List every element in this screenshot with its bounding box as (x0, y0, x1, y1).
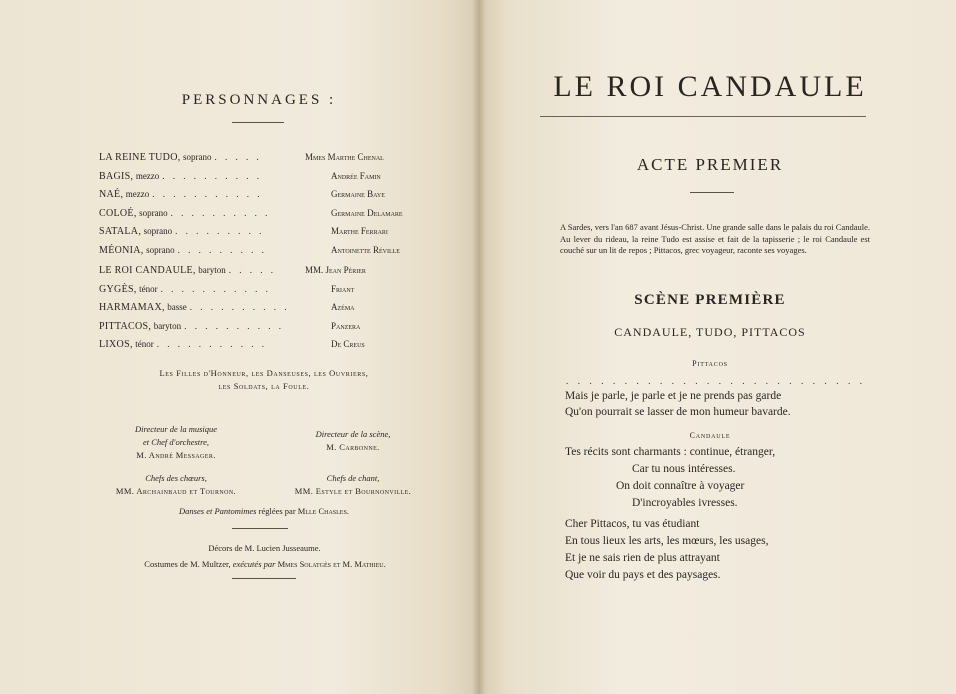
leader-dots: . . . . . . . . . . (170, 207, 271, 218)
leader-dots: . . . . . . . . . . (189, 302, 290, 313)
bottom-rule (232, 578, 296, 579)
costumes-mid: exécutés par (232, 559, 276, 569)
leader-dots: . . . . . . . . . . . (160, 283, 271, 294)
right-page (478, 0, 956, 694)
actor-name: Mmes Marthe Chenal (305, 152, 384, 162)
chorus-masters-title: Chefs des chœurs, (145, 473, 207, 483)
costumes-credit (80, 558, 450, 571)
voice-type: soprano (146, 245, 175, 255)
cast-role (99, 245, 267, 256)
cast-row (99, 152, 429, 170)
dances-name: Mlle Chasles. (297, 506, 349, 516)
voice-type: soprano (183, 152, 212, 162)
ellipsis-dots: .......................... (566, 376, 872, 386)
role-name: LA REINE TUDO, (99, 152, 181, 163)
cast-role (99, 171, 262, 182)
actor-name: MM. Jean Périer (305, 265, 366, 275)
actor-name: Marthe Ferrari (331, 226, 388, 237)
role-name: LIXOS, (99, 339, 133, 351)
role-name: HARMAMAX, (99, 302, 165, 314)
cast-heading: PERSONNAGES : (181, 92, 337, 108)
cast-role (99, 226, 264, 237)
voice-type: baryton (153, 320, 182, 331)
leader-dots: . . . . . (214, 152, 262, 162)
dances-mid: réglées par (258, 506, 296, 516)
cast-row (99, 245, 429, 263)
stage-director-name: M. Carbonne. (326, 442, 380, 452)
page-title: LE ROI CANDAULE (553, 70, 867, 103)
role-name: PITTACOS, (99, 320, 152, 332)
role-name: GYGÈS, (99, 283, 137, 295)
chorus-masters-names: MM. Archainbaud et Tournon. (115, 486, 237, 496)
speaker-candaule: Candaule (689, 431, 731, 440)
cast-role (99, 208, 270, 219)
leader-dots: . . . . . . . . . (177, 245, 267, 255)
leader-dots: . . . . . (228, 265, 276, 275)
chorus-masters-credit (92, 472, 260, 498)
costumes-names: Mmes Solatgès et M. Mathieu. (277, 559, 386, 569)
actor-name: Panzera (331, 320, 361, 331)
role-name: BAGIS, (99, 170, 134, 182)
verse-line: On doit connaître à voyager (616, 480, 745, 492)
voice-type: soprano (143, 226, 173, 237)
voice-type: mezzo (125, 189, 150, 200)
verse-line: En tous lieux les arts, les mœurs, les usages, (565, 535, 769, 547)
heading-rule (232, 122, 284, 123)
cast-role (99, 321, 284, 332)
role-name: COLOÉ, (99, 207, 137, 219)
verse-line: Cher Pittacos, tu vas étudiant (565, 518, 700, 530)
voice-type: basse (167, 302, 187, 313)
costumes-prefix: Costumes de M. Multzer, (144, 559, 231, 569)
title-rule (540, 116, 866, 117)
decor-credit: Décors de M. Lucien Jusseaume. (208, 543, 321, 553)
role-name: SATALA, (99, 226, 142, 238)
voice-type: soprano (139, 207, 168, 218)
cast-row (99, 265, 429, 283)
verse-line: Tes récits sont charmants : continue, étranger, (565, 446, 776, 458)
verse-line: D'incroyables ivresses. (632, 497, 738, 509)
music-director-credit (92, 423, 260, 462)
cast-row (99, 171, 429, 189)
music-director-title-2: et Chef d'orchestre, (142, 437, 210, 447)
cast-role (99, 152, 262, 163)
actor-name: Germaine Delamare (331, 207, 403, 218)
singing-masters-title: Chefs de chant, (326, 473, 380, 483)
actor-name: Andrée Famin (331, 170, 381, 181)
cast-role (99, 284, 271, 295)
actor-name: Germaine Baye (331, 189, 385, 200)
cast-row (99, 208, 429, 226)
act-rule (690, 192, 734, 193)
scene-characters: CANDAULE, TUDO, PITTACOS (614, 325, 806, 339)
role-name: NAÉ, (99, 189, 124, 201)
actor-name: Antoinette Réville (331, 245, 400, 255)
speaker-pittacos: Pittacos (692, 359, 728, 368)
cast-row (99, 339, 429, 357)
credits-rule (232, 528, 288, 529)
cast-row (99, 226, 429, 244)
actor-name: De Creus (331, 339, 365, 350)
voice-type: mezzo (135, 170, 160, 181)
stage-direction: A Sardes, vers l'an 687 avant Jésus-Christ. Une grande salle dans le palais du roi Candaule. Au lever du rideau, la reine Tudo est assise et fait de la tapisserie ; le roi Candaule est couché sur un lit de repos ; Pittacos, grec voyageur, raconte ses voyages. (560, 222, 870, 256)
actor-name: Friant (331, 283, 355, 294)
singing-masters-credit (268, 472, 438, 498)
leader-dots: . . . . . . . . . . . (152, 189, 263, 200)
voice-type: baryton (198, 265, 226, 275)
voice-type: ténor (139, 283, 158, 294)
verse-line: Que voir du pays et des paysages. (565, 569, 721, 581)
stage-director-title: Directeur de la scène, (315, 429, 391, 439)
cast-row (99, 302, 429, 320)
singing-masters-names: MM. Estyle et Bournonville. (294, 486, 412, 496)
cast-row (99, 284, 429, 302)
voice-type: ténor (135, 339, 154, 350)
cast-role (99, 302, 290, 313)
cast-row (99, 321, 429, 339)
chorus-line-2: les Soldats, la Foule. (218, 381, 310, 391)
cast-row (99, 189, 429, 207)
leader-dots: . . . . . . . . . . (162, 170, 263, 181)
verse-line: Car tu nous intéresses. (632, 463, 736, 475)
verse-line: Qu'on pourrait se lasser de mon humeur bavarde. (565, 406, 791, 418)
act-heading: ACTE PREMIER (636, 155, 784, 174)
cast-role (99, 339, 267, 350)
chorus-line-1: Les Filles d'Honneur, les Danseuses, les Ouvriers, (159, 368, 369, 378)
actor-name: Azéma (331, 302, 355, 313)
dances-prefix: Danses et Pantomimes (179, 506, 257, 516)
dances-credit (99, 505, 429, 518)
music-director-title-1: Directeur de la musique (134, 424, 218, 434)
leader-dots: . . . . . . . . . (175, 226, 265, 237)
music-director-name: M. André Messager. (136, 450, 216, 460)
verse-line: Et je ne sais rien de plus attrayant (565, 552, 720, 564)
role-name: MÉONIA, (99, 245, 144, 256)
stage-director-credit (268, 428, 438, 454)
scene-heading: SCÈNE PREMIÈRE (634, 292, 786, 308)
verse-line: Mais je parle, je parle et je ne prends pas garde (565, 390, 782, 402)
role-name: LE ROI CANDAULE, (99, 265, 196, 276)
cast-role (99, 265, 276, 276)
leader-dots: . . . . . . . . . . . (156, 339, 267, 350)
cast-role (99, 189, 263, 200)
leader-dots: . . . . . . . . . . (184, 320, 284, 331)
